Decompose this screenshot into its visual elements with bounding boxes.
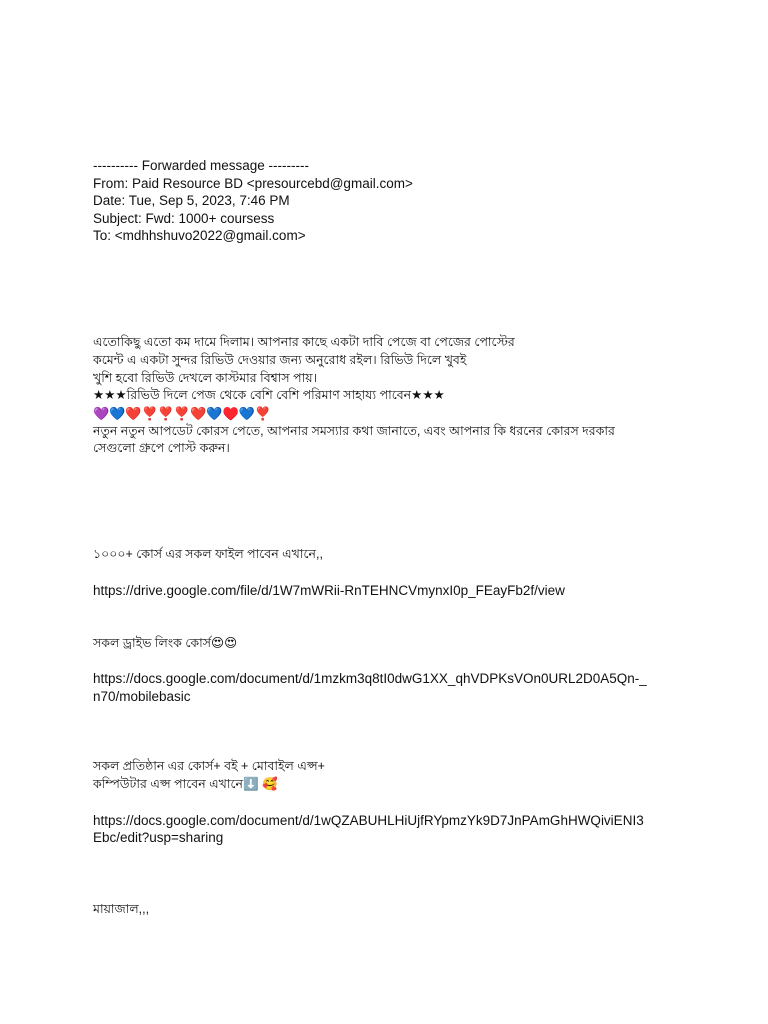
intro-line-7: সেগুলো গ্রুপে পোস্ট করুন। (93, 441, 230, 455)
intro-line-3: খুশি হবো রিভিউ দেখলে কাস্টমার বিশ্বাস পায়। (93, 371, 318, 385)
docs-link-mobilebasic-cont[interactable]: n70/mobilebasic (93, 689, 191, 704)
section1-label: ১০০০+ কোর্স এর সকল ফাইল পাবেন এখানে,, (93, 547, 323, 561)
intro-line-1: এতোকিছু এতো কম দামে দিলাম। আপনার কাছে একটা দাবি পেজে বা পেজের পোস্টের (93, 335, 515, 349)
docs-link-edit-cont[interactable]: Ebc/edit?usp=sharing (93, 830, 224, 845)
subject-line: Subject: Fwd: 1000+ coursess (93, 211, 275, 226)
intro-line-2: কমেন্ট এ একটা সুন্দর রিভিউ দেওয়ার জন্য অনুরোধ রইল। রিভিউ দিলে খুবই (93, 353, 467, 367)
forwarded-message-line: ---------- Forwarded message --------- (93, 158, 309, 173)
section3-label-line-1: সকল প্রতিষ্ঠান এর কোর্স+ বই + মোবাইল এপ্স+ (93, 759, 325, 773)
to-line: To: <mdhhshuvo2022@gmail.com> (93, 228, 306, 243)
signature-text: মায়াজাল,,, (93, 902, 150, 916)
intro-line-4: ★★★রিভিউ দিলে পেজ থেকে বেশি বেশি পরিমাণ সাহায্য পাবেন★★★ (93, 388, 445, 402)
drive-file-link[interactable]: https://drive.google.com/file/d/1W7mWRii-RnTEHNCVmynxI0p_FEayFb2f/view (93, 583, 565, 598)
docs-link-edit[interactable]: https://docs.google.com/document/d/1wQZABUHLHiUjfRYpmzYk9D7JnPAmGhHWQiviENI3 (93, 813, 644, 828)
section3-label-line-2: কম্পিউটার এপ্স পাবেন এখানে⬇️ 🥰 (93, 777, 278, 791)
intro-line-6: নতুন নতুন আপডেট কোরস পেতে, আপনার সমস্যার কথা জানাতে, এবং আপনার কি ধরনের কোরস দরকার (93, 424, 615, 438)
section2-label: সকল ড্রাইভ লিংক কোর্স😍😍 (93, 636, 238, 650)
docs-link-mobilebasic[interactable]: https://docs.google.com/document/d/1mzkm3q8tI0dwG1XX_qhVDPKsVOn0URL2D0A5Qn-_ (93, 671, 647, 686)
from-line: From: Paid Resource BD <presourcebd@gmail.com> (93, 176, 413, 191)
date-line: Date: Tue, Sep 5, 2023, 7:46 PM (93, 193, 290, 208)
hearts-emoji-line: 💜💙❤️❣️❣️❣️❤️💙♥️💙❣️ (93, 406, 272, 421)
